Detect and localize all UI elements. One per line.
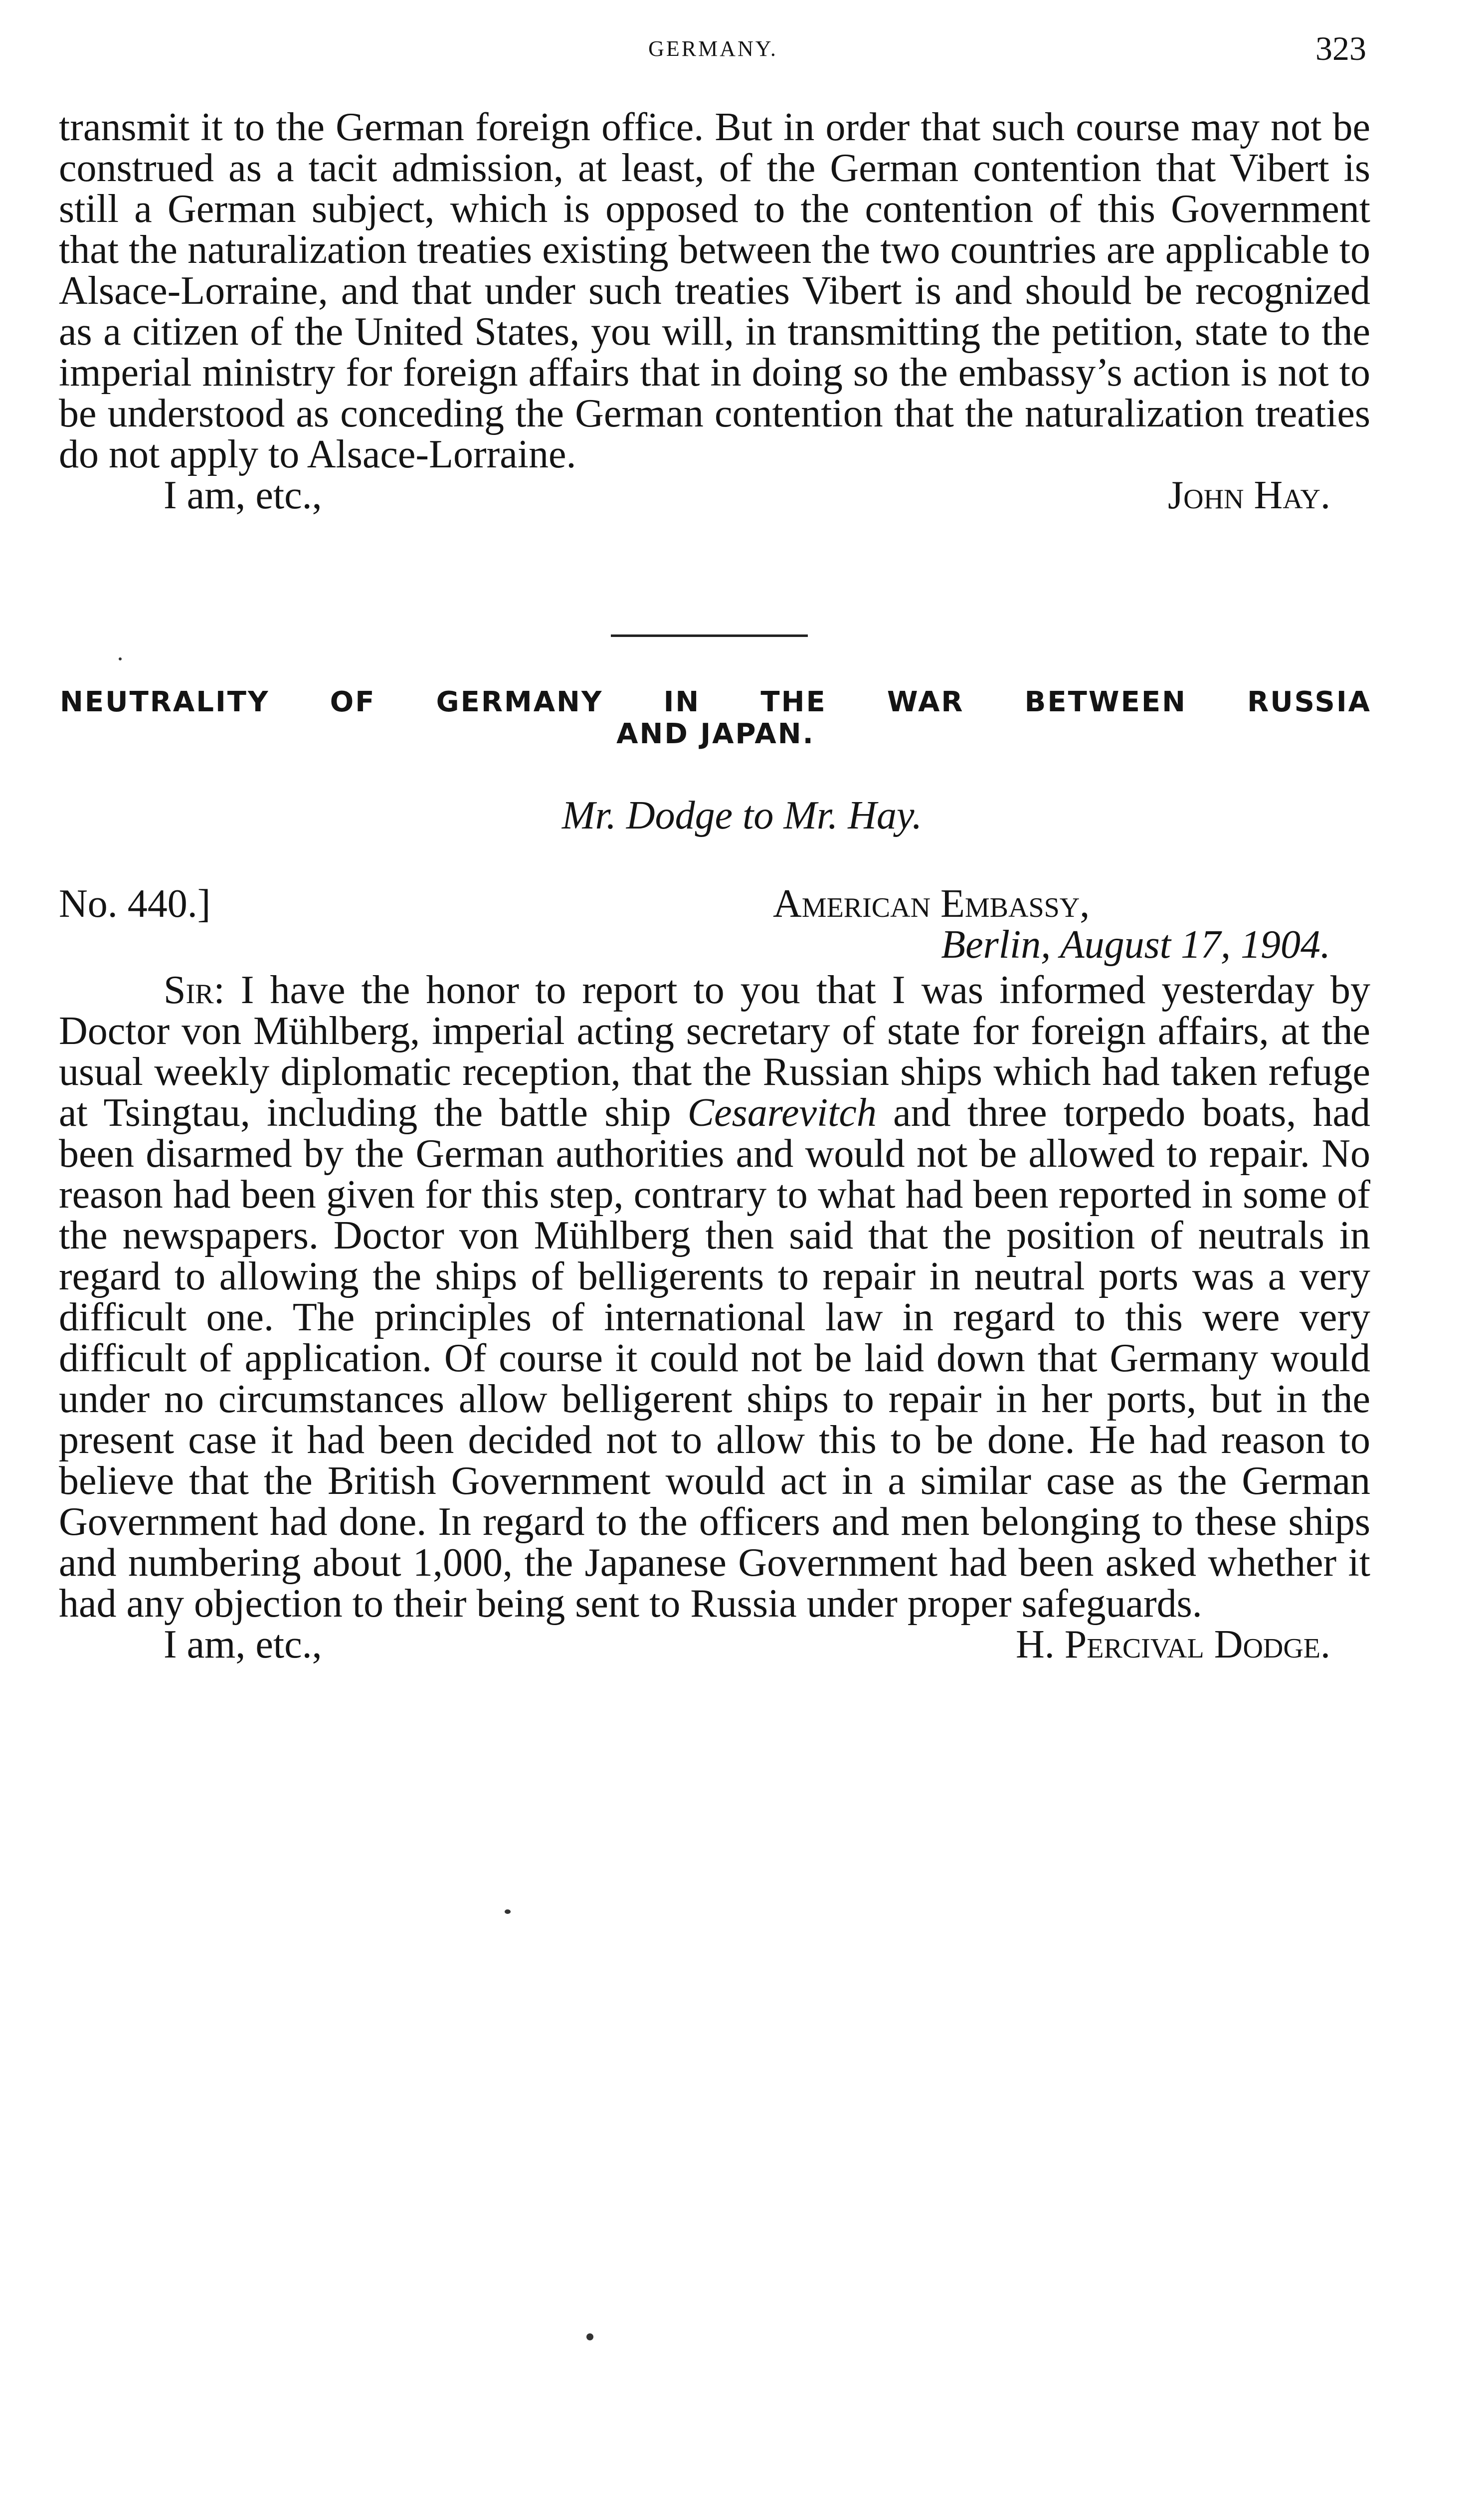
embassy-name: American Embassy, xyxy=(773,882,1090,926)
second-letter-signature: H. Percival Dodge. xyxy=(1016,1623,1330,1666)
letter-body-part-1: I have the honor to report to you that I was informed yesterday by Doctor von Mühlberg, imperial acting secretary of state for foreign affairs, at the usual weekly diplomatic reception, that the Russian ships which had taken refuge at Tsingtau, including the battle ship xyxy=(59,968,1370,1135)
first-letter-paragraph: transmit it to the German foreign office. But in order that such course may not be construed as a tacit admission, at least, of the German contention that Vibert is still a German subject, which is opposed to the contention of this Government that the naturalization treaties existing between the two countries are applicable to Alsace-Lorraine, and that under such treaties Vibert is and should be recognized as a citizen of the United States, you will, in transmitting the petition, state to the imperial ministry for foreign affairs that in doing so the embassy’s action is not to be understood as conceding the German contention that the naturalization treaties do not apply to Alsace-Lorraine. xyxy=(59,105,1370,476)
ink-speck xyxy=(119,657,122,660)
dispatch-number: No. 440.] xyxy=(59,882,211,926)
ink-speck xyxy=(586,2333,593,2340)
ink-speck xyxy=(505,1909,511,1914)
salutation: Sir: xyxy=(164,968,225,1012)
first-letter-signature: John Hay. xyxy=(1168,473,1330,517)
dateline: Berlin, August 17, 1904. xyxy=(941,923,1330,967)
page-number: 323 xyxy=(1315,29,1366,67)
first-letter xyxy=(59,107,1370,519)
second-letter-paragraph xyxy=(59,970,1370,1624)
ship-name: Cesarevitch xyxy=(687,1091,877,1135)
page-header xyxy=(60,29,1366,67)
first-letter-closing: I am, etc., xyxy=(164,473,322,517)
second-letter xyxy=(59,970,1370,1668)
section-title xyxy=(60,686,1371,750)
section-title-line-1: NEUTRALITY OF GERMANY IN THE WAR BETWEEN RUSSIA xyxy=(60,686,1371,718)
second-letter-closing: I am, etc., xyxy=(164,1623,322,1666)
second-letter-closing-row xyxy=(59,1624,1370,1668)
correspondence-byline: Mr. Dodge to Mr. Hay. xyxy=(561,794,923,837)
running-head: GERMANY. xyxy=(648,36,778,61)
section-title-line-2: AND JAPAN. xyxy=(616,718,815,750)
dispatch-heading xyxy=(59,882,1370,972)
first-letter-closing-row xyxy=(59,475,1370,519)
section-divider xyxy=(611,634,808,637)
letter-body-part-2: and three torpedo boats, had been disarmed by the German authorities and would not be allowed to repair. No reason had been given for this step, contrary to what had been reported in some of the newspapers. Doctor von Mühlberg then said that the position of neutrals in regard to allowing the ships of belligerents to repair in neutral ports was a very difficult one. The principles of international law in regard to this were very difficult of application. Of course it could not be laid down that Germany would under no circumstances allow belligerent ships to repair in her ports, but in the present case it had been decided not to allow this to be done. He had reason to believe that the British Government would act in a similar case as the German Government had done. In regard to the officers and men belonging to these ships and numbering about 1,000, the Japanese Government had been asked whether it had any objection to their being sent to Russia under proper safeguards. xyxy=(59,1091,1371,1626)
